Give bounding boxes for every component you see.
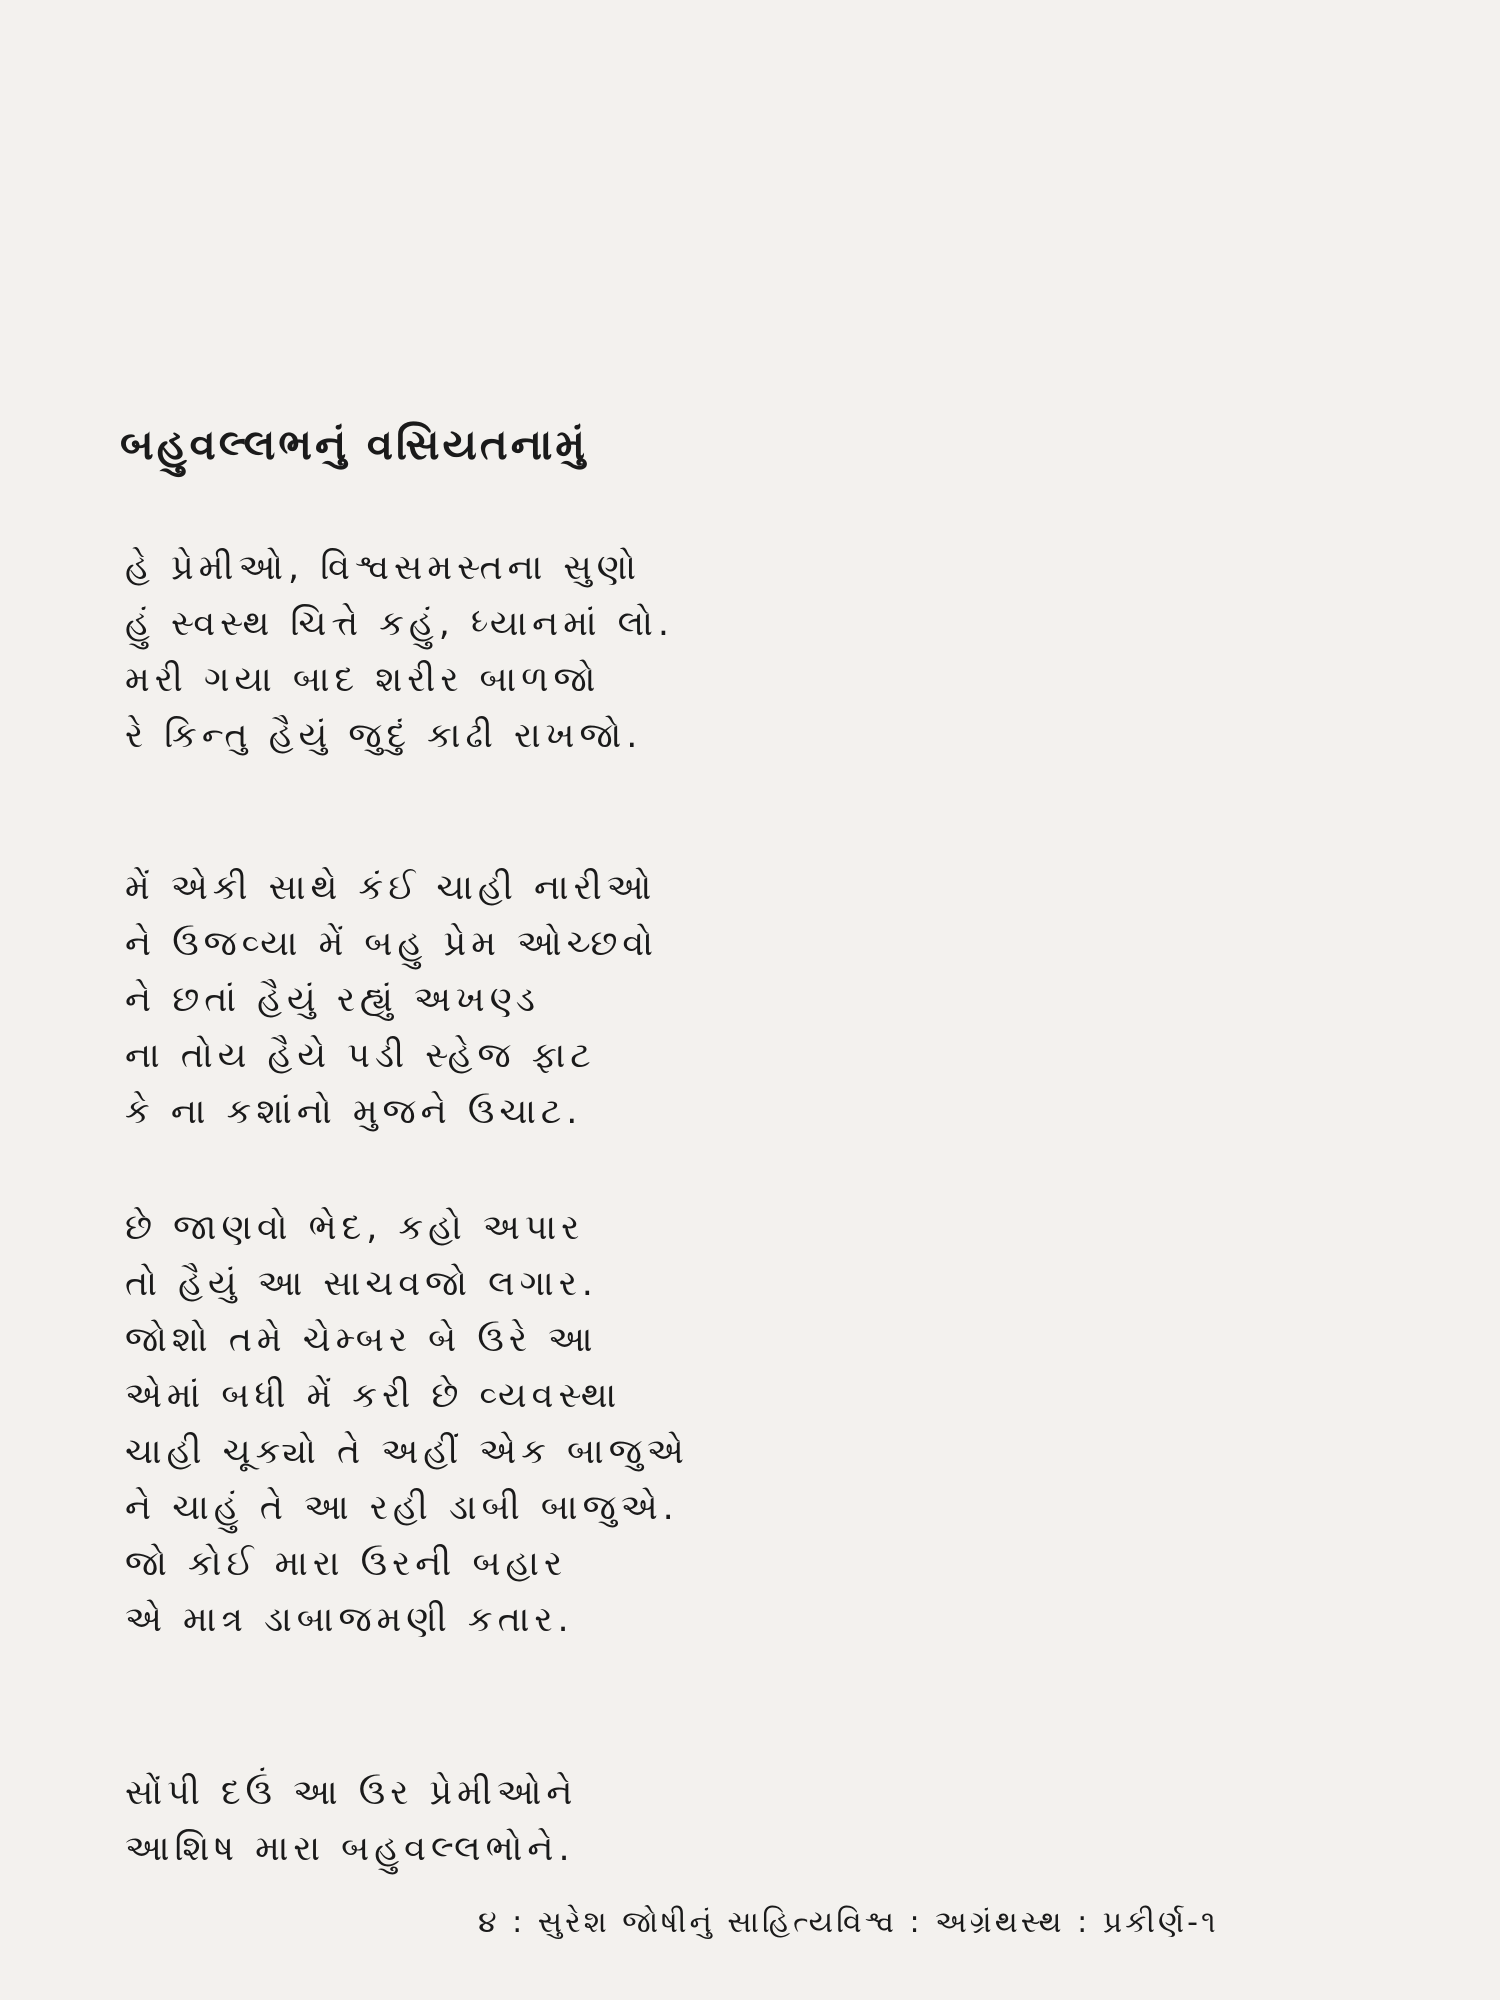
page-footer: ૪ : સુરેશ જોષીનું સાહિત્યવિશ્વ : અગ્રંથસ્થ : પ્રકીર્ણ-૧ xyxy=(478,1905,1219,1940)
poem-line: ચાહી ચૂક્યો તે અહીં એક બાજુએ xyxy=(125,1432,689,1472)
poem-line: હું સ્વસ્થ ચિત્તે કહું, ધ્યાનમાં લો. xyxy=(125,604,674,644)
poem-line: એમાં બધી મેં કરી છે વ્યવસ્થા xyxy=(125,1376,622,1416)
poem-line: આશિષ મારા બહુવલ્લભોને. xyxy=(125,1829,575,1869)
poem-line: જો કોઈ મારા ઉરની બહાર xyxy=(125,1544,568,1584)
poem-line: તો હૈયું આ સાચવજો લગાર. xyxy=(125,1264,598,1304)
stanza-3 xyxy=(125,1200,689,1648)
poem-line: ના તોય હૈયે પડી સ્હેજ ફાટ xyxy=(125,1036,596,1076)
stanza-4 xyxy=(125,1765,577,1877)
poem-line: ને ચાહું તે આ રહી ડાબી બાજુએ. xyxy=(125,1488,679,1528)
poem-line: ને છતાં હૈયું રહ્યું અખણ્ડ xyxy=(125,980,541,1020)
poem-line: જોશો તમે ચેમ્બર બે ઉરે આ xyxy=(125,1320,598,1360)
poem-line: હે પ્રેમીઓ, વિશ્વસમસ્તના સુણો xyxy=(125,548,642,588)
stanza-1 xyxy=(125,540,674,764)
poem-line: રે કિન્તુ હૈયું જુદું કાઢી રાખજો. xyxy=(125,716,643,756)
poem-line: મરી ગયા બાદ શરીર બાળજો xyxy=(125,660,601,700)
poem-title: બહુવલ્લભનું વસિયતનામું xyxy=(120,420,589,469)
poem-line: છે જાણવો ભેદ, કહો અપાર xyxy=(125,1208,585,1248)
poem-line: સોંપી દઉં આ ઉર પ્રેમીઓને xyxy=(125,1773,578,1813)
stanza-2 xyxy=(125,860,658,1140)
poem-line: એ માત્ર ડાબાજમણી કતાર. xyxy=(125,1600,574,1640)
poem-line: મેં એકી સાથે કંઈ ચાહી નારીઓ xyxy=(125,868,657,908)
poem-line: કે ના કશાંનો મુજને ઉચાટ. xyxy=(125,1092,583,1132)
poem-line: ને ઉજવ્યા મેં બહુ પ્રેમ ઓચ્છવો xyxy=(125,924,658,964)
